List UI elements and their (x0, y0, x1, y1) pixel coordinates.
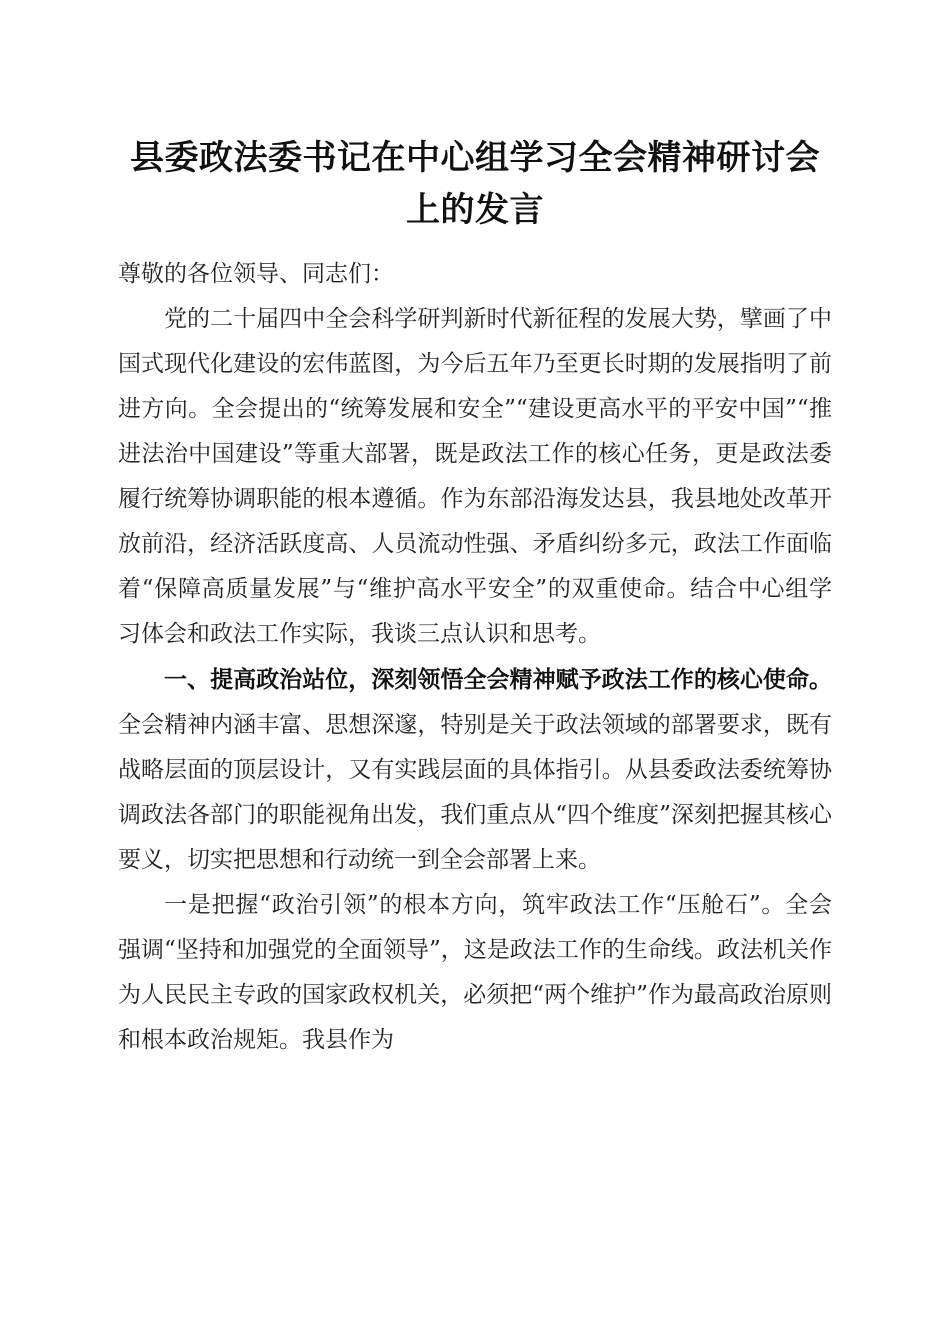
section-heading: 一、提高政治站位，深刻领悟全会精神赋予政法工作的核心使命。 (164, 666, 832, 693)
document-body (118, 252, 832, 1063)
paragraph-text: 党的二十届四中全会科学研判新时代新征程的发展大势，擘画了中国式现代化建设的宏伟蓝图，为今后五年乃至更长时期的发展指明了前进方向。全会提出的“统筹发展和安全”“建设更高水平的平安中国”“推进法治中国建设”等重大部署，既是政法工作的核心任务，更是政法委履行统筹协调职能的根本遵循。作为东部沿海发达县，我县地处改革开放前沿，经济活跃度高、人员流动性强、矛盾纠纷多元，政法工作面临着“保障高质量发展”与“维护高水平安全”的双重使命。结合中心组学习体会和政法工作实际，我谈三点认识和思考。 (118, 306, 832, 647)
paragraph-intro (118, 297, 832, 657)
paragraph-section-1 (118, 657, 832, 883)
paragraph-point-1 (118, 883, 832, 1063)
paragraph-text: 一是把握“政治引领”的根本方向，筑牢政法工作“压舱石”。全会强调“坚持和加强党的全面领导”，这是政法工作的生命线。政法机关作为人民民主专政的国家政权机关，必须把“两个维护”作为最高政治原则和根本政治规矩。我县作为 (118, 892, 832, 1053)
salutation: 尊敬的各位领导、同志们： (118, 261, 394, 287)
document-title (110, 132, 840, 236)
paragraph-text: 全会精神内涵丰富、思想深邃，特别是关于政法领域的部署要求，既有战略层面的顶层设计，又有实践层面的具体指引。从县委政法委统筹协调政法各部门的职能视角出发，我们重点从“四个维度”深刻把握其核心要义，切实把思想和行动统一到全会部署上来。 (118, 712, 832, 873)
title-line-1: 县委政法委书记在中心组学习全会精神研讨会 (130, 138, 820, 178)
title-line-2: 上的发言 (406, 190, 544, 230)
